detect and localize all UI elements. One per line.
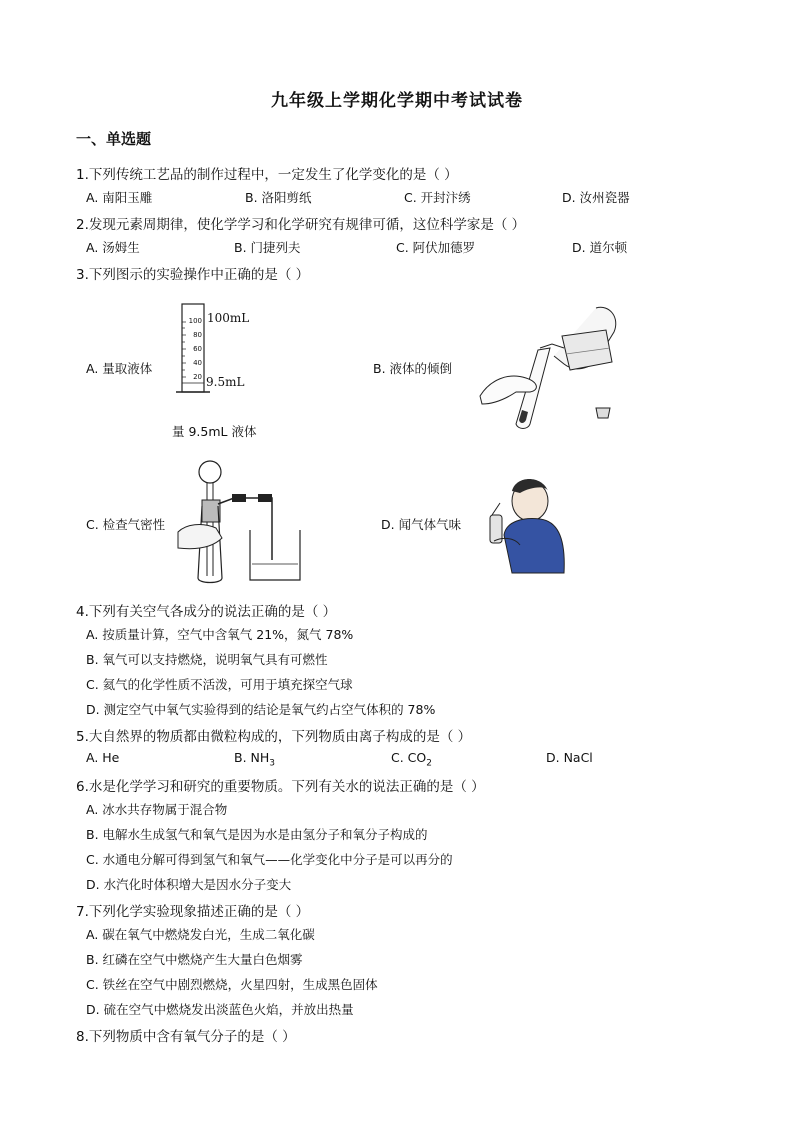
question-7-stem: 7.下列化学实验现象描述正确的是（ ） — [76, 904, 310, 920]
cylinder-tick-100: 100 — [188, 317, 202, 325]
q1-option-b[interactable]: B. 洛阳剪纸 — [245, 190, 312, 205]
q3-option-c[interactable]: C. 检查气密性 — [86, 517, 166, 532]
q2-option-d[interactable]: D. 道尔顿 — [572, 240, 628, 255]
q4-option-b[interactable]: B. 氧气可以支持燃烧，说明氧气具有可燃性 — [86, 652, 328, 667]
cylinder-tick-60: 60 — [193, 345, 202, 353]
smelling-gas-figure — [480, 475, 566, 575]
q5-option-b-subscript: 3 — [269, 758, 276, 769]
question-2-stem: 2.发现元素周期律，使化学学习和化学研究有规律可循，这位科学家是（ ） — [76, 217, 526, 233]
cylinder-tick-20: 20 — [193, 373, 202, 381]
q7-option-c[interactable]: C. 铁丝在空气中剧烈燃烧，火星四射，生成黑色固体 — [86, 977, 378, 992]
q7-option-b[interactable]: B. 红磷在空气中燃烧产生大量白色烟雾 — [86, 952, 303, 967]
q3-option-a[interactable]: A. 量取液体 — [86, 361, 153, 376]
q6-option-a[interactable]: A. 冰水共存物属于混合物 — [86, 802, 228, 817]
figure-a-caption: 量 9.5mL 液体 — [172, 424, 257, 439]
q3-option-d[interactable]: D. 闻气体气味 — [381, 517, 462, 532]
q3-option-b[interactable]: B. 液体的倾倒 — [373, 361, 453, 376]
airtightness-check-figure — [178, 458, 302, 586]
section-heading: 一、单选题 — [76, 130, 152, 148]
cylinder-tick-80: 80 — [193, 331, 202, 339]
question-3-stem: 3.下列图示的实验操作中正确的是（ ） — [76, 267, 310, 283]
q5-option-a[interactable]: A. He — [86, 750, 120, 765]
pouring-liquid-figure — [478, 300, 648, 435]
q4-option-d[interactable]: D. 测定空气中氧气实验得到的结论是氧气约占空气体积的 78% — [86, 702, 436, 717]
page-title: 九年级上学期化学期中考试试卷 — [271, 91, 523, 111]
q5-option-c[interactable] — [391, 750, 432, 769]
q4-option-a[interactable]: A. 按质量计算，空气中含氧气 21%，氮气 78% — [86, 627, 354, 642]
q5-option-c-text: C. CO — [391, 750, 427, 765]
q5-option-c-subscript: 2 — [426, 758, 432, 769]
q6-option-b[interactable]: B. 电解水生成氢气和氧气是因为水是由氢分子和氧分子构成的 — [86, 827, 428, 842]
q1-option-d[interactable]: D. 汝州瓷器 — [562, 190, 630, 205]
cylinder-reading-label: 9.5mL — [206, 375, 245, 389]
question-1-stem: 1.下列传统工艺品的制作过程中，一定发生了化学变化的是（ ） — [76, 167, 458, 183]
cylinder-capacity-label: 100mL — [207, 311, 250, 325]
question-8-stem: 8.下列物质中含有氧气分子的是（ ） — [76, 1029, 296, 1045]
cylinder-tick-40: 40 — [193, 359, 202, 367]
q2-option-a[interactable]: A. 汤姆生 — [86, 240, 140, 255]
q5-option-b[interactable] — [234, 750, 275, 769]
q5-option-d[interactable]: D. NaCl — [546, 750, 593, 765]
q6-option-d[interactable]: D. 水汽化时体积增大是因水分子变大 — [86, 877, 292, 892]
question-4-stem: 4.下列有关空气各成分的说法正确的是（ ） — [76, 604, 337, 620]
q1-option-a[interactable]: A. 南阳玉雕 — [86, 190, 153, 205]
q4-option-c[interactable]: C. 氦气的化学性质不活泼，可用于填充探空气球 — [86, 677, 353, 692]
question-6-stem: 6.水是化学学习和研究的重要物质。下列有关水的说法正确的是（ ） — [76, 779, 485, 795]
q1-option-c[interactable]: C. 开封汴绣 — [404, 190, 471, 205]
q7-option-a[interactable]: A. 碳在氧气中燃烧发白光，生成二氧化碳 — [86, 927, 315, 942]
q2-option-c[interactable]: C. 阿伏加德罗 — [396, 240, 476, 255]
question-5-stem: 5.大自然界的物质都由微粒构成的，下列物质由离子构成的是（ ） — [76, 729, 472, 745]
q7-option-d[interactable]: D. 硫在空气中燃烧发出淡蓝色火焰，并放出热量 — [86, 1002, 354, 1017]
q2-option-b[interactable]: B. 门捷列夫 — [234, 240, 301, 255]
q6-option-c[interactable]: C. 水通电分解可得到氢气和氧气——化学变化中分子是可以再分的 — [86, 852, 453, 867]
q5-option-b-text: B. NH — [234, 750, 270, 765]
